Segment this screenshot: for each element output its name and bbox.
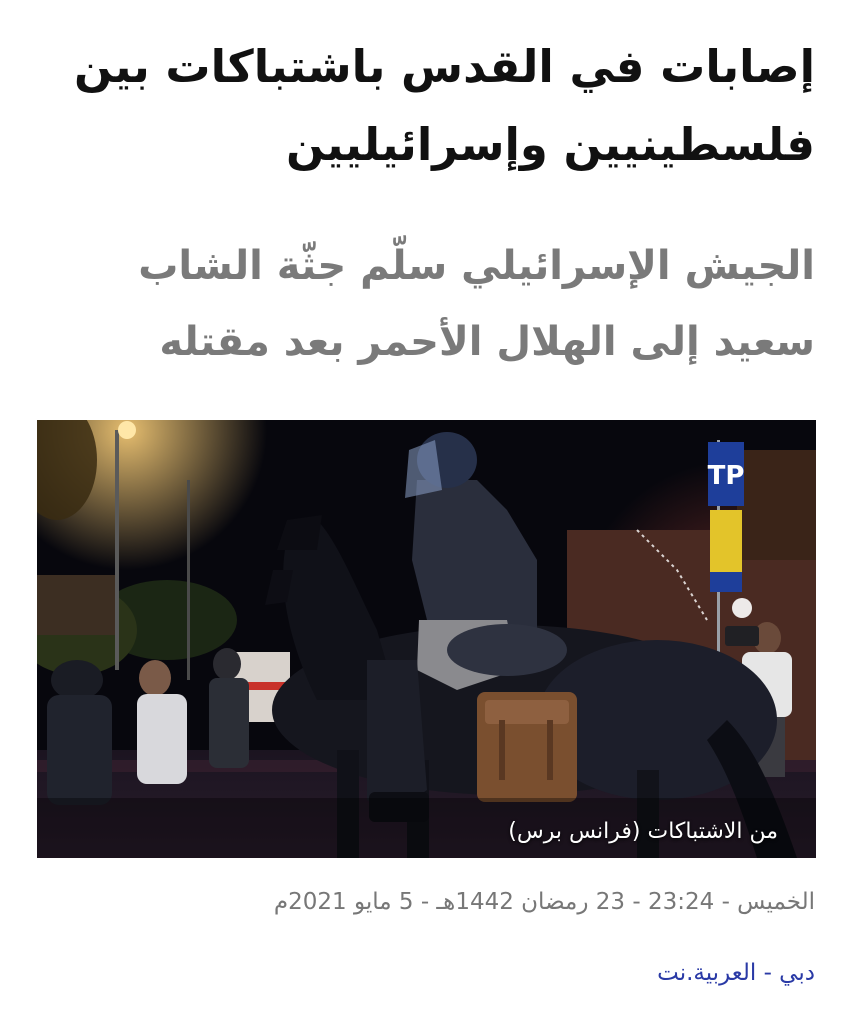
- article-byline[interactable]: دبي - العربية.نت: [657, 960, 815, 986]
- photo-illustration: [37, 420, 816, 858]
- article-headline: إصابات في القدس باشتباكات بين فلسطينيين وإسرائيليين: [73, 40, 815, 171]
- photo-caption: من الاشتباكات (فرانس برس): [508, 819, 778, 844]
- article-photo[interactable]: [37, 420, 816, 858]
- parking-sign-text: TP: [707, 461, 745, 491]
- article-dateline: الخميس - 23:24 - 23 رمضان 1442هـ - 5 مايو 2021م: [273, 889, 815, 915]
- article-subtitle: الجيش الإسرائيلي سلّم جثّة الشاب سعيد إلى الهلال الأحمر بعد مقتله: [138, 243, 815, 365]
